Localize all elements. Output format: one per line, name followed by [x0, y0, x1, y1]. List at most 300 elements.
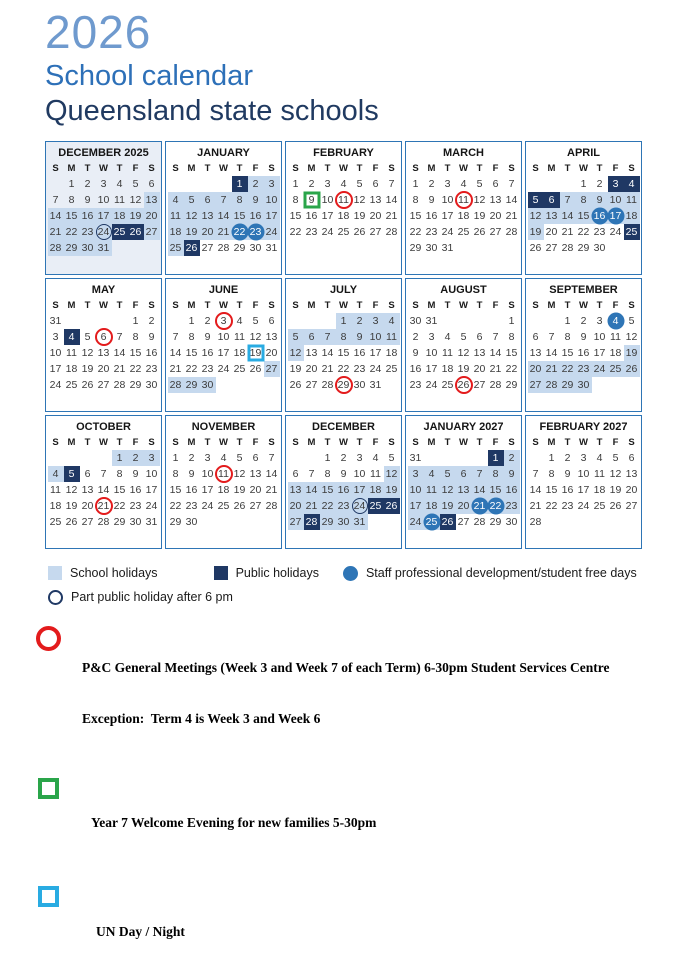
weekday-header: W	[219, 437, 228, 449]
day-cell: 16	[409, 363, 422, 376]
day-cell: 3	[216, 313, 232, 329]
day-cell: 23	[576, 361, 592, 377]
weekday-header: S	[268, 300, 275, 312]
day-empty	[200, 514, 216, 530]
day-cell: 19	[457, 363, 470, 376]
day-cell: 10	[145, 468, 158, 481]
day-cell: 28	[529, 516, 542, 529]
day-cell: 11	[50, 484, 61, 497]
weekday-header: T	[596, 300, 603, 312]
notes	[36, 625, 677, 974]
day-cell: 7	[172, 331, 179, 344]
day-cell: 8	[132, 331, 139, 344]
day-cell: 25	[608, 361, 624, 377]
legend	[48, 561, 677, 609]
day-cell: 5	[612, 452, 619, 465]
day-cell: 30	[505, 516, 518, 529]
year7-welcome-square-icon	[38, 778, 59, 799]
day-cell: 30	[80, 240, 96, 256]
day-cell: 23	[504, 498, 520, 514]
day-cell: 5	[84, 331, 91, 344]
day-cell: 25	[65, 379, 78, 392]
day-cell: 16	[561, 484, 574, 497]
month-title: DECEMBER	[312, 421, 375, 434]
day-cell: 21	[544, 361, 560, 377]
note-year7-welcome	[36, 777, 677, 865]
day-empty	[472, 450, 488, 466]
day-empty	[96, 450, 112, 466]
day-empty	[608, 240, 624, 256]
day-cell: 8	[576, 192, 592, 208]
day-cell: 24	[352, 498, 368, 514]
day-cell: 21	[529, 500, 542, 513]
day-cell: 19	[81, 363, 94, 376]
day-cell: 3	[356, 452, 363, 465]
day-cell: 1	[324, 452, 331, 465]
day-cell: 23	[185, 500, 198, 513]
day-cell: 28	[48, 240, 64, 256]
day-cell: 20	[97, 363, 110, 376]
day-cell: 19	[289, 363, 302, 376]
day-cell: 4	[384, 313, 400, 329]
day-cell: 30	[593, 242, 606, 255]
day-cell: 14	[113, 347, 126, 360]
day-cell: 13	[81, 484, 94, 497]
pc-meeting-circle-icon	[36, 626, 61, 651]
day-cell: 22	[560, 361, 576, 377]
day-cell: 11	[594, 468, 605, 481]
day-cell: 5	[440, 466, 456, 482]
day-cell: 5	[252, 315, 259, 328]
day-cell: 28	[265, 500, 278, 513]
day-cell: 3	[144, 450, 160, 466]
day-cell: 31	[441, 242, 454, 255]
day-cell: 20	[305, 363, 318, 376]
day-cell: 17	[425, 363, 438, 376]
day-cell: 15	[505, 347, 518, 360]
legend-label: Public holidays	[235, 566, 319, 581]
day-cell: 22	[185, 363, 198, 376]
day-cell: 27	[545, 242, 558, 255]
day-cell: 19	[609, 484, 622, 497]
day-cell: 9	[340, 468, 347, 481]
day-cell: 12	[249, 331, 262, 344]
day-cell: 12	[609, 468, 622, 481]
weekday-header: S	[148, 163, 155, 175]
day-cell: 9	[188, 468, 195, 481]
note-pc-meetings	[36, 625, 677, 761]
month-title: MAY	[91, 284, 116, 297]
day-cell: 2	[340, 452, 347, 465]
note-text	[96, 889, 185, 974]
day-cell: 28	[505, 226, 518, 239]
un-day-square-icon	[38, 886, 59, 907]
day-cell: 17	[264, 208, 280, 224]
month-december-2025	[45, 141, 162, 275]
weekday-header: W	[99, 163, 108, 175]
day-cell: 31	[145, 516, 158, 529]
day-cell: 3	[204, 452, 211, 465]
day-cell: 3	[580, 452, 587, 465]
month-february-2027	[525, 415, 642, 549]
month-title: APRIL	[567, 147, 600, 160]
day-cell: 1	[580, 178, 587, 191]
day-cell: 13	[249, 468, 262, 481]
day-cell: 30	[576, 377, 592, 393]
day-empty	[504, 240, 520, 256]
day-cell: 10	[441, 194, 454, 207]
day-cell: 17	[217, 347, 230, 360]
day-cell: 17	[577, 484, 590, 497]
day-cell: 7	[548, 331, 555, 344]
day-cell: 25	[457, 226, 470, 239]
day-empty	[128, 240, 144, 256]
legend-label: Part public holiday after 6 pm	[71, 590, 233, 605]
day-cell: 8	[324, 468, 331, 481]
day-cell: 1	[188, 315, 195, 328]
weekday-header: S	[148, 437, 155, 449]
day-cell: 24	[201, 500, 214, 513]
weekday-header: S	[532, 163, 539, 175]
day-cell: 19	[248, 345, 264, 361]
day-cell: 31	[369, 379, 382, 392]
day-cell: 21	[505, 210, 518, 223]
weekday-header: F	[612, 300, 619, 312]
day-cell: 13	[144, 192, 160, 208]
note-line: UN Day / Night	[96, 924, 185, 940]
day-cell: 29	[169, 516, 182, 529]
day-empty	[168, 313, 184, 329]
day-cell: 26	[529, 242, 542, 255]
day-cell: 16	[353, 347, 366, 360]
day-cell: 15	[488, 482, 504, 498]
day-cell: 26	[353, 226, 366, 239]
pc-meeting-circle-icon	[95, 328, 113, 346]
legend-item-school-holidays	[48, 566, 158, 580]
weekday-header: F	[612, 437, 619, 449]
weekday-header: M	[307, 300, 316, 312]
day-cell: 11	[114, 194, 125, 207]
day-empty	[80, 313, 96, 329]
weekday-header: S	[412, 300, 419, 312]
day-cell: 18	[593, 484, 606, 497]
day-cell: 25	[168, 240, 184, 256]
day-empty	[592, 514, 608, 530]
day-cell: 3	[368, 313, 384, 329]
day-empty	[440, 313, 456, 329]
day-cell: 11	[216, 466, 232, 482]
day-cell: 12	[625, 331, 638, 344]
day-empty	[64, 450, 80, 466]
day-empty	[216, 514, 232, 530]
weekday-header: S	[412, 163, 419, 175]
day-empty	[424, 450, 440, 466]
day-cell: 24	[408, 514, 424, 530]
legend-label: School holidays	[70, 566, 158, 581]
day-cell: 18	[609, 347, 622, 360]
weekday-header: T	[356, 300, 363, 312]
day-cell: 11	[624, 192, 640, 208]
day-cell: 2	[128, 450, 144, 466]
day-cell: 13	[489, 194, 502, 207]
day-cell: 2	[308, 178, 315, 191]
month-december	[285, 415, 402, 549]
weekday-header: T	[564, 163, 571, 175]
day-cell: 11	[442, 347, 453, 360]
day-cell: 20	[625, 484, 638, 497]
day-cell: 15	[320, 482, 336, 498]
day-cell: 21	[216, 224, 232, 240]
legend-item-staff-pd	[343, 566, 637, 581]
day-cell: 6	[200, 192, 216, 208]
day-cell: 12	[65, 484, 78, 497]
day-cell: 27	[97, 379, 110, 392]
weekday-header: S	[148, 300, 155, 312]
day-cell: 16	[592, 208, 608, 224]
month-title: JANUARY	[197, 147, 250, 160]
day-cell: 24	[441, 226, 454, 239]
weekday-header: F	[132, 437, 139, 449]
pc-meeting-circle-icon	[95, 497, 113, 515]
day-cell: 28	[544, 377, 560, 393]
weekday-header: F	[492, 300, 499, 312]
weekday-header: T	[596, 437, 603, 449]
day-empty	[608, 377, 624, 393]
day-empty	[368, 514, 384, 530]
day-cell: 27	[288, 514, 304, 530]
day-cell: 21	[169, 363, 182, 376]
weekday-header: M	[427, 163, 436, 175]
day-cell: 24	[425, 379, 438, 392]
day-cell: 12	[288, 345, 304, 361]
day-cell: 17	[369, 347, 382, 360]
day-cell: 23	[129, 500, 142, 513]
day-cell: 27	[81, 516, 94, 529]
day-cell: 12	[440, 482, 456, 498]
day-cell: 10	[321, 194, 334, 207]
day-cell: 22	[488, 498, 504, 514]
day-cell: 25	[368, 498, 384, 514]
day-cell: 25	[593, 500, 606, 513]
weekday-header: S	[52, 163, 59, 175]
day-cell: 10	[408, 482, 424, 498]
day-cell: 24	[49, 379, 62, 392]
day-cell: 24	[609, 226, 622, 239]
day-cell: 2	[248, 176, 264, 192]
page-year: 2026	[45, 6, 152, 58]
day-empty	[544, 514, 560, 530]
weekday-header: W	[339, 300, 348, 312]
weekday-header: T	[476, 437, 483, 449]
calendar-grid	[45, 141, 642, 549]
day-cell: 9	[248, 192, 264, 208]
weekday-header: T	[476, 300, 483, 312]
staff-pd-dot-icon	[343, 566, 358, 581]
day-cell: 14	[505, 194, 518, 207]
day-cell: 21	[48, 224, 64, 240]
weekday-header: T	[204, 437, 211, 449]
weekday-header: W	[459, 437, 468, 449]
day-cell: 23	[305, 226, 318, 239]
day-cell: 18	[385, 347, 398, 360]
day-cell: 8	[488, 466, 504, 482]
weekday-header: F	[372, 163, 379, 175]
day-cell: 30	[353, 379, 366, 392]
day-cell: 17	[49, 363, 62, 376]
weekday-header: S	[268, 163, 275, 175]
day-cell: 9	[304, 192, 320, 208]
day-cell: 11	[424, 482, 440, 498]
day-cell: 26	[289, 379, 302, 392]
weekday-header: T	[236, 300, 243, 312]
weekday-header: W	[219, 300, 228, 312]
day-cell: 11	[610, 331, 621, 344]
day-cell: 9	[564, 468, 571, 481]
day-cell: 4	[372, 452, 379, 465]
day-cell: 9	[352, 329, 368, 345]
day-empty	[624, 377, 640, 393]
day-cell: 1	[132, 315, 139, 328]
day-cell: 7	[100, 468, 107, 481]
month-november	[165, 415, 282, 549]
day-cell: 29	[184, 377, 200, 393]
weekday-header: M	[547, 163, 556, 175]
day-empty	[216, 176, 232, 192]
day-cell: 18	[368, 482, 384, 498]
day-empty	[288, 313, 304, 329]
day-cell: 4	[64, 329, 80, 345]
day-cell: 6	[476, 331, 483, 344]
weekday-header: T	[236, 163, 243, 175]
day-cell: 23	[561, 500, 574, 513]
day-cell: 2	[412, 331, 419, 344]
day-cell: 5	[236, 452, 243, 465]
month-title: AUGUST	[440, 284, 487, 297]
day-empty	[288, 450, 304, 466]
day-cell: 13	[200, 208, 216, 224]
weekday-header: T	[324, 163, 331, 175]
header	[0, 0, 677, 128]
day-cell: 6	[628, 452, 635, 465]
day-cell: 29	[129, 379, 142, 392]
day-cell: 14	[385, 194, 398, 207]
month-title: FEBRUARY	[313, 147, 374, 160]
day-empty	[64, 313, 80, 329]
day-cell: 18	[457, 210, 470, 223]
day-cell: 28	[561, 242, 574, 255]
day-cell: 5	[132, 178, 139, 191]
day-cell: 25	[112, 224, 128, 240]
day-cell: 22	[129, 363, 142, 376]
day-empty	[264, 377, 280, 393]
day-cell: 31	[265, 242, 278, 255]
day-cell: 16	[504, 482, 520, 498]
legend-item-public-holidays	[214, 566, 319, 580]
day-cell: 24	[217, 363, 230, 376]
day-empty	[200, 176, 216, 192]
month-title: MARCH	[443, 147, 484, 160]
day-empty	[304, 313, 320, 329]
day-empty	[216, 377, 232, 393]
day-cell: 16	[185, 484, 198, 497]
weekday-header: T	[324, 300, 331, 312]
day-empty	[320, 313, 336, 329]
weekday-header: S	[268, 437, 275, 449]
pc-meeting-circle-icon	[455, 191, 473, 209]
day-cell: 7	[320, 329, 336, 345]
day-cell: 2	[84, 178, 91, 191]
day-empty	[472, 313, 488, 329]
day-cell: 1	[488, 450, 504, 466]
weekday-header: F	[252, 437, 259, 449]
day-cell: 22	[409, 226, 422, 239]
day-cell: 12	[184, 208, 200, 224]
day-cell: 17	[593, 347, 606, 360]
day-cell: 3	[264, 176, 280, 192]
day-cell: 30	[249, 242, 262, 255]
day-cell: 13	[473, 347, 486, 360]
weekday-header: M	[547, 300, 556, 312]
day-cell: 28	[113, 379, 126, 392]
day-cell: 24	[592, 361, 608, 377]
day-cell: 23	[593, 226, 606, 239]
month-title: OCTOBER	[76, 421, 131, 434]
day-cell: 21	[321, 363, 334, 376]
day-cell: 6	[252, 452, 259, 465]
day-cell: 17	[96, 208, 112, 224]
day-cell: 4	[340, 178, 347, 191]
day-cell: 14	[304, 482, 320, 498]
weekday-header: M	[187, 437, 196, 449]
month-july	[285, 278, 402, 412]
weekday-header: T	[444, 437, 451, 449]
day-cell: 7	[116, 331, 123, 344]
legend-row-1	[48, 561, 677, 585]
weekday-header: T	[84, 437, 91, 449]
day-empty	[384, 514, 400, 530]
day-cell: 30	[145, 379, 158, 392]
day-cell: 13	[265, 331, 278, 344]
weekday-header: S	[628, 163, 635, 175]
month-january	[165, 141, 282, 275]
day-empty	[472, 240, 488, 256]
day-cell: 24	[96, 224, 112, 240]
day-cell: 10	[217, 331, 230, 344]
day-cell: 19	[473, 210, 486, 223]
day-cell: 11	[234, 331, 245, 344]
day-cell: 3	[444, 178, 451, 191]
day-cell: 20	[249, 484, 262, 497]
weekday-header: M	[67, 163, 76, 175]
weekday-header: F	[492, 437, 499, 449]
day-empty	[592, 377, 608, 393]
day-cell: 4	[168, 192, 184, 208]
day-cell: 13	[544, 208, 560, 224]
day-cell: 10	[201, 468, 214, 481]
note-text	[91, 780, 376, 865]
weekday-header: T	[444, 163, 451, 175]
day-empty	[112, 240, 128, 256]
day-cell: 14	[216, 208, 232, 224]
day-cell: 15	[129, 347, 142, 360]
day-cell: 3	[52, 331, 59, 344]
day-empty	[248, 514, 264, 530]
day-cell: 20	[200, 224, 216, 240]
day-cell: 20	[288, 498, 304, 514]
day-cell: 8	[412, 194, 419, 207]
day-cell: 3	[596, 315, 603, 328]
month-february	[285, 141, 402, 275]
